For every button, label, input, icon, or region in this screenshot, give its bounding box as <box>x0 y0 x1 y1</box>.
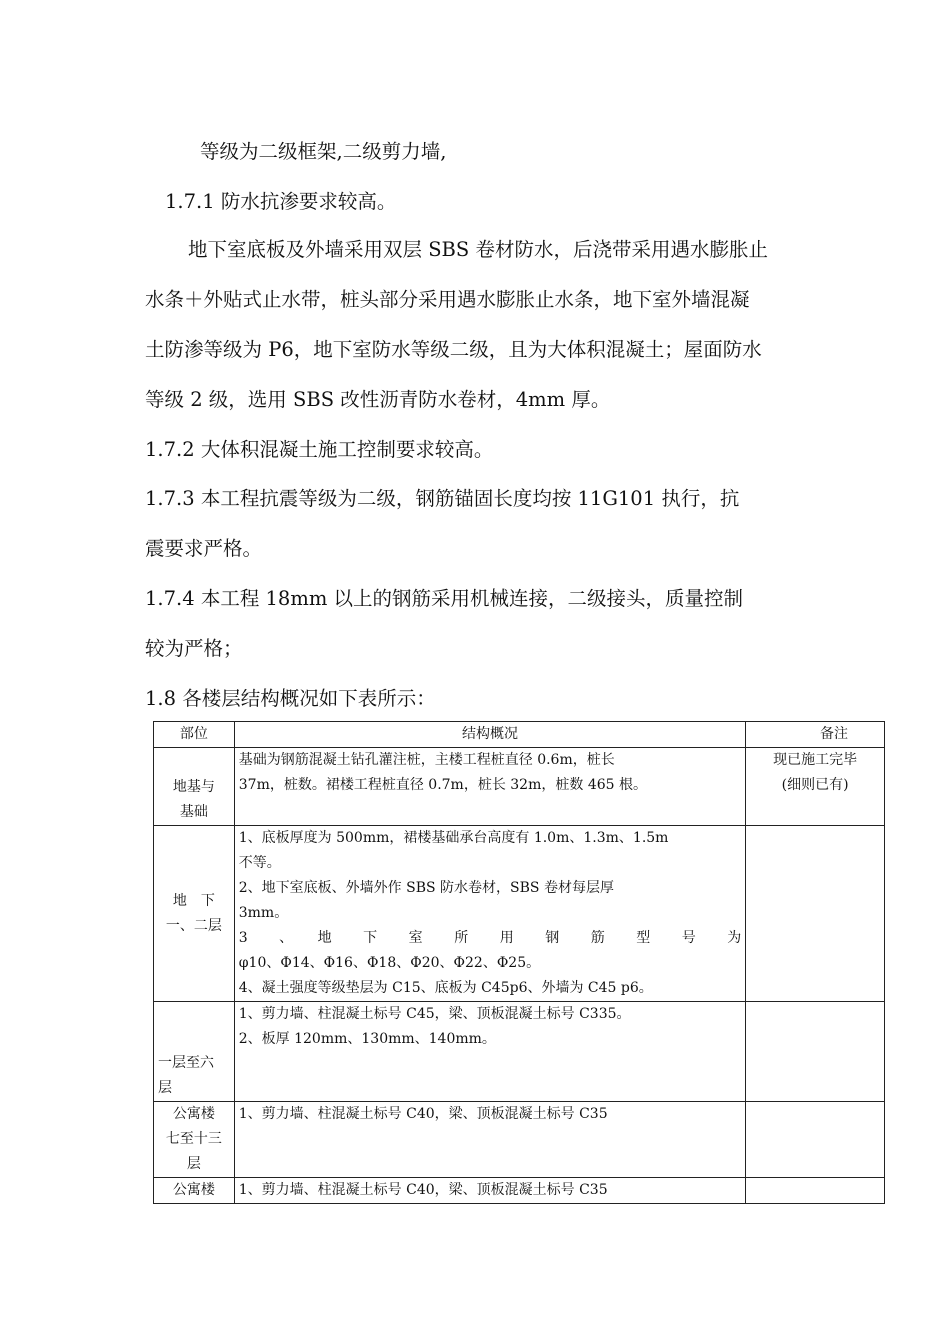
part-label: 一层至六 <box>158 1055 214 1071</box>
summary-line: 1、剪力墙、柱混凝土标号 C45，梁、顶板混凝土标号 C335。 <box>238 1006 631 1022</box>
part-cell <box>154 1102 235 1178</box>
heading-1-7-2: 1.7.2 大体积混凝土施工控制要求较高。 <box>145 438 494 461</box>
part-label: 一、二层 <box>165 917 222 934</box>
summary-line: 基础为钢筋混凝土钻孔灌注桩，主楼工程桩直径 0.6m，桩长 <box>238 752 615 768</box>
table-row <box>154 1102 885 1178</box>
summary-cell <box>234 1002 745 1102</box>
paragraph-waterproof-line-4: 等级 2 级，选用 SBS 改性沥青防水卷材，4mm 厚。 <box>145 388 611 411</box>
part-label: 七至十三 <box>165 1131 222 1147</box>
summary-line: 不等。 <box>238 855 281 871</box>
summary-line: 2、板厚 120mm、130mm、140mm。 <box>238 1031 496 1047</box>
part-cell <box>154 826 235 1002</box>
table-header-row <box>154 722 885 748</box>
summary-line: 1、剪力墙、柱混凝土标号 C40，梁、顶板混凝土标号 C35 <box>238 1106 608 1122</box>
summary-cell <box>234 1178 745 1204</box>
heading-1-7-1: 1.7.1 防水抗渗要求较高。 <box>165 190 397 213</box>
remark-cell <box>746 748 885 826</box>
remark-cell <box>746 826 885 1002</box>
paragraph-waterproof-line-1: 地下室底板及外墙采用双层 SBS 卷材防水，后浇带采用遇水膨胀止 <box>188 238 768 261</box>
part-label: 公寓楼 <box>172 1182 215 1198</box>
part-label: 地基与 <box>172 779 215 795</box>
table-row <box>154 826 885 1002</box>
summary-line: 4、凝土强度等级垫层为 C15、底板为 C45p6、外墙为 C45 p6。 <box>238 980 653 996</box>
floor-structure-table <box>153 721 885 1204</box>
summary-line: 37m，桩数。裙楼工程桩直径 0.7m，桩长 32m，桩数 465 根。 <box>238 777 647 793</box>
summary-line: φ10、Φ14、Φ16、Φ18、Φ20、Φ22、Φ25。 <box>238 955 541 971</box>
remark-line: 现已施工完毕 <box>773 752 858 768</box>
table-row <box>154 1002 885 1102</box>
header-part: 部位 <box>154 722 235 748</box>
paragraph-waterproof-line-2: 水条＋外贴式止水带，桩头部分采用遇水膨胀止水条，地下室外墙混凝 <box>145 288 750 311</box>
part-label: 层 <box>158 1080 172 1096</box>
summary-line: 2、地下室底板、外墙外作 SBS 防水卷材，SBS 卷材每层厚 <box>238 880 614 896</box>
part-cell <box>154 748 235 826</box>
summary-line: 1、底板厚度为 500mm，裙楼基础承台高度有 1.0m、1.3m、1.5m <box>238 830 669 846</box>
part-label: 层 <box>186 1156 201 1172</box>
part-label: 公寓楼 <box>172 1106 215 1122</box>
header-remark: 备注 <box>746 722 885 748</box>
summary-cell <box>234 748 745 826</box>
part-cell <box>154 1178 235 1204</box>
paragraph-rebar-line-2: 较为严格； <box>145 637 243 660</box>
part-label: 基础 <box>179 804 208 820</box>
remark-cell <box>746 1178 885 1204</box>
paragraph-seismic-line-1: 1.7.3 本工程抗震等级为二级，钢筋锚固长度均按 11G101 执行，抗 <box>145 487 740 510</box>
remark-line: (细则已有) <box>781 777 849 793</box>
summary-line: 3 、 地 下 室 所 用 钢 筋 型 号 为 <box>238 930 742 946</box>
paragraph-grade: 等级为二级框架,二级剪力墙, <box>200 140 447 163</box>
paragraph-waterproof-line-3: 土防渗等级为 P6，地下室防水等级二级，且为大体积混凝土；屋面防水 <box>145 338 762 361</box>
header-summary: 结构概况 <box>234 722 745 748</box>
paragraph-seismic-line-2: 震要求严格。 <box>145 537 263 560</box>
paragraph-rebar-line-1: 1.7.4 本工程 18mm 以上的钢筋采用机械连接，二级接头，质量控制 <box>145 587 744 610</box>
part-label: 地 下 <box>172 892 215 909</box>
summary-line: 3mm。 <box>238 905 289 921</box>
summary-line: 1、剪力墙、柱混凝土标号 C40，梁、顶板混凝土标号 C35 <box>238 1182 608 1198</box>
summary-cell <box>234 1102 745 1178</box>
part-cell <box>154 1002 235 1102</box>
summary-cell <box>234 826 745 1002</box>
table-row <box>154 1178 885 1204</box>
remark-cell <box>746 1002 885 1102</box>
heading-1-8: 1.8 各楼层结构概况如下表所示： <box>145 687 436 710</box>
remark-cell <box>746 1102 885 1178</box>
table-row <box>154 748 885 826</box>
